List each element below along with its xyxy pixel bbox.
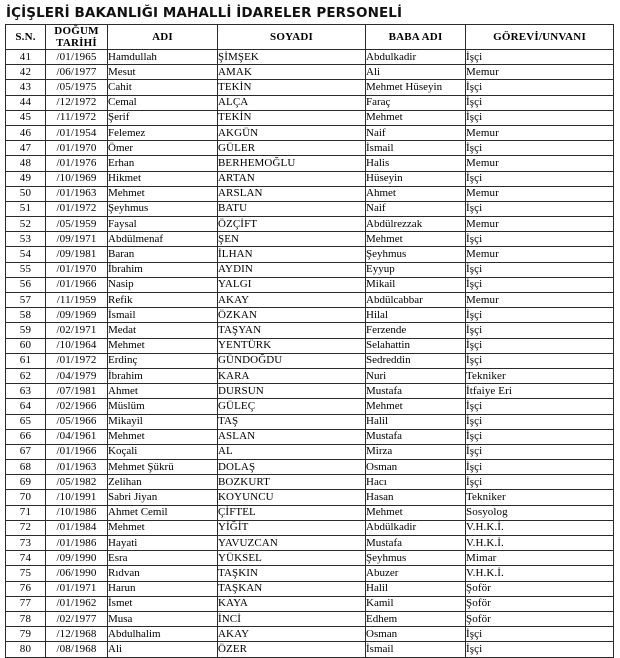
cell-last-name: KARA <box>218 368 366 383</box>
cell-birth-date: /07/1981 <box>46 384 108 399</box>
cell-first-name: Erdinç <box>108 353 218 368</box>
table-row <box>6 490 614 505</box>
cell-first-name: Ahmet Cemil <box>108 505 218 520</box>
cell-last-name: TAŞKAN <box>218 581 366 596</box>
cell-father-name: Halil <box>366 414 466 429</box>
cell-father-name: Mehmet <box>366 232 466 247</box>
cell-job-title: İşçi <box>466 444 614 459</box>
cell-first-name: İbrahim <box>108 368 218 383</box>
table-row <box>6 186 614 201</box>
cell-birth-date: /08/1968 <box>46 642 108 657</box>
cell-last-name: TAŞ <box>218 414 366 429</box>
cell-birth-date: /01/1970 <box>46 141 108 156</box>
cell-first-name: Esra <box>108 551 218 566</box>
cell-first-name: Felemez <box>108 125 218 140</box>
cell-father-name: Hüseyin <box>366 171 466 186</box>
cell-birth-date: /06/1990 <box>46 566 108 581</box>
cell-job-title: İşçi <box>466 171 614 186</box>
table-row <box>6 338 614 353</box>
cell-father-name: Mustafa <box>366 384 466 399</box>
table-row <box>6 277 614 292</box>
table-row <box>6 520 614 535</box>
table-header <box>6 25 614 50</box>
cell-last-name: YAVUZCAN <box>218 536 366 551</box>
cell-first-name: Musa <box>108 611 218 626</box>
cell-job-title: Şoför <box>466 581 614 596</box>
table-row <box>6 414 614 429</box>
cell-father-name: Mikail <box>366 277 466 292</box>
cell-job-title: Sosyolog <box>466 505 614 520</box>
cell-first-name: Nasip <box>108 277 218 292</box>
cell-sn: 62 <box>6 368 46 383</box>
table-row <box>6 323 614 338</box>
cell-last-name: AYDIN <box>218 262 366 277</box>
cell-sn: 47 <box>6 141 46 156</box>
cell-last-name: İLHAN <box>218 247 366 262</box>
cell-father-name: Şeyhmus <box>366 551 466 566</box>
cell-job-title: Memur <box>466 186 614 201</box>
cell-birth-date: /01/1966 <box>46 277 108 292</box>
cell-father-name: Selahattin <box>366 338 466 353</box>
cell-job-title: İşçi <box>466 338 614 353</box>
cell-father-name: Hilal <box>366 308 466 323</box>
table-row <box>6 308 614 323</box>
cell-last-name: ÇİFTEL <box>218 505 366 520</box>
cell-last-name: ÖZER <box>218 642 366 657</box>
cell-father-name: Ferzende <box>366 323 466 338</box>
cell-father-name: Abdülrezzak <box>366 217 466 232</box>
cell-sn: 59 <box>6 323 46 338</box>
table-row <box>6 384 614 399</box>
cell-birth-date: /01/1962 <box>46 596 108 611</box>
cell-last-name: ÖZÇİFT <box>218 217 366 232</box>
cell-sn: 77 <box>6 596 46 611</box>
cell-last-name: AKAY <box>218 627 366 642</box>
cell-father-name: Edhem <box>366 611 466 626</box>
cell-birth-date: /12/1968 <box>46 627 108 642</box>
cell-job-title: Şoför <box>466 596 614 611</box>
cell-job-title: İşçi <box>466 353 614 368</box>
cell-birth-date: /06/1977 <box>46 65 108 80</box>
cell-last-name: AKAY <box>218 293 366 308</box>
cell-father-name: Osman <box>366 627 466 642</box>
cell-job-title: Memur <box>466 125 614 140</box>
cell-father-name: Kamil <box>366 596 466 611</box>
table-row <box>6 50 614 65</box>
cell-job-title: İşçi <box>466 80 614 95</box>
cell-birth-date: /01/1986 <box>46 536 108 551</box>
cell-father-name: Abuzer <box>366 566 466 581</box>
cell-job-title: Memur <box>466 247 614 262</box>
cell-last-name: ŞİMŞEK <box>218 50 366 65</box>
cell-sn: 52 <box>6 217 46 232</box>
table-row <box>6 353 614 368</box>
cell-birth-date: /11/1972 <box>46 110 108 125</box>
cell-first-name: Hamdullah <box>108 50 218 65</box>
cell-job-title: V.H.K.İ. <box>466 536 614 551</box>
cell-job-title: Mimar <box>466 551 614 566</box>
cell-birth-date: /05/1982 <box>46 475 108 490</box>
cell-job-title: Memur <box>466 65 614 80</box>
table-row <box>6 156 614 171</box>
cell-sn: 74 <box>6 551 46 566</box>
cell-birth-date: /09/1969 <box>46 308 108 323</box>
cell-birth-date: /09/1971 <box>46 232 108 247</box>
cell-birth-date: /01/1970 <box>46 262 108 277</box>
table-row <box>6 262 614 277</box>
cell-first-name: Cahit <box>108 80 218 95</box>
table-row <box>6 293 614 308</box>
cell-sn: 67 <box>6 444 46 459</box>
document-page <box>0 5 620 655</box>
cell-first-name: Şeyhmus <box>108 201 218 216</box>
cell-sn: 73 <box>6 536 46 551</box>
personnel-table <box>5 24 614 658</box>
cell-first-name: Cemal <box>108 95 218 110</box>
cell-father-name: Osman <box>366 460 466 475</box>
cell-first-name: Mehmet Şükrü <box>108 460 218 475</box>
column-header-sn: S.N. <box>6 25 46 50</box>
cell-birth-date: /04/1961 <box>46 429 108 444</box>
table-row <box>6 460 614 475</box>
table-row <box>6 536 614 551</box>
cell-job-title: İşçi <box>466 277 614 292</box>
table-row <box>6 171 614 186</box>
table-row <box>6 368 614 383</box>
table-row <box>6 95 614 110</box>
cell-sn: 56 <box>6 277 46 292</box>
cell-first-name: Koçali <box>108 444 218 459</box>
cell-sn: 46 <box>6 125 46 140</box>
cell-sn: 51 <box>6 201 46 216</box>
cell-father-name: Ali <box>366 65 466 80</box>
cell-first-name: Hikmet <box>108 171 218 186</box>
cell-first-name: Medat <box>108 323 218 338</box>
cell-sn: 69 <box>6 475 46 490</box>
cell-last-name: AKGÜN <box>218 125 366 140</box>
cell-birth-date: /09/1990 <box>46 551 108 566</box>
cell-last-name: YİĞİT <box>218 520 366 535</box>
cell-job-title: İşçi <box>466 475 614 490</box>
cell-sn: 76 <box>6 581 46 596</box>
cell-job-title: İtfaiye Eri <box>466 384 614 399</box>
cell-first-name: Baran <box>108 247 218 262</box>
table-row <box>6 110 614 125</box>
column-header-birth-date <box>46 25 108 50</box>
cell-job-title: Şoför <box>466 611 614 626</box>
table-row <box>6 429 614 444</box>
table-row <box>6 596 614 611</box>
cell-father-name: Ahmet <box>366 186 466 201</box>
cell-sn: 43 <box>6 80 46 95</box>
cell-first-name: Müslüm <box>108 399 218 414</box>
cell-first-name: Refik <box>108 293 218 308</box>
cell-birth-date: /01/1971 <box>46 581 108 596</box>
cell-first-name: İbrahim <box>108 262 218 277</box>
cell-first-name: Mesut <box>108 65 218 80</box>
cell-father-name: Naif <box>366 201 466 216</box>
table-row <box>6 444 614 459</box>
cell-last-name: ARSLAN <box>218 186 366 201</box>
table-row <box>6 217 614 232</box>
cell-last-name: AL <box>218 444 366 459</box>
table-row <box>6 80 614 95</box>
cell-job-title: İşçi <box>466 141 614 156</box>
cell-sn: 58 <box>6 308 46 323</box>
cell-birth-date: /01/1965 <box>46 50 108 65</box>
cell-job-title: İşçi <box>466 323 614 338</box>
cell-first-name: Mehmet <box>108 338 218 353</box>
table-body <box>6 50 614 658</box>
cell-father-name: Sedreddin <box>366 353 466 368</box>
cell-last-name: AMAK <box>218 65 366 80</box>
cell-last-name: ARTAN <box>218 171 366 186</box>
cell-job-title: İşçi <box>466 50 614 65</box>
cell-last-name: YÜKSEL <box>218 551 366 566</box>
cell-father-name: Mehmet <box>366 110 466 125</box>
column-header-job-title: GÖREVİ/UNVANI <box>466 25 614 50</box>
cell-sn: 79 <box>6 627 46 642</box>
cell-birth-date: /09/1981 <box>46 247 108 262</box>
cell-first-name: Erhan <box>108 156 218 171</box>
cell-father-name: Abdülcabbar <box>366 293 466 308</box>
cell-sn: 50 <box>6 186 46 201</box>
cell-job-title: İşçi <box>466 627 614 642</box>
table-row <box>6 551 614 566</box>
cell-father-name: Faraç <box>366 95 466 110</box>
cell-birth-date: /10/1969 <box>46 171 108 186</box>
table-row <box>6 201 614 216</box>
table-row <box>6 566 614 581</box>
cell-last-name: TEKİN <box>218 110 366 125</box>
cell-last-name: DURSUN <box>218 384 366 399</box>
cell-sn: 61 <box>6 353 46 368</box>
cell-job-title: İşçi <box>466 460 614 475</box>
cell-job-title: Memur <box>466 293 614 308</box>
cell-birth-date: /10/1986 <box>46 505 108 520</box>
cell-sn: 78 <box>6 611 46 626</box>
cell-job-title: İşçi <box>466 95 614 110</box>
cell-last-name: TEKİN <box>218 80 366 95</box>
cell-birth-date: /02/1966 <box>46 399 108 414</box>
cell-first-name: Mehmet <box>108 520 218 535</box>
cell-sn: 41 <box>6 50 46 65</box>
cell-first-name: Mehmet <box>108 186 218 201</box>
cell-last-name: GÜLER <box>218 141 366 156</box>
cell-last-name: BATU <box>218 201 366 216</box>
cell-birth-date: /10/1991 <box>46 490 108 505</box>
cell-father-name: Hasan <box>366 490 466 505</box>
table-row <box>6 581 614 596</box>
cell-last-name: BOZKURT <box>218 475 366 490</box>
cell-father-name: Mehmet <box>366 505 466 520</box>
cell-father-name: Halil <box>366 581 466 596</box>
cell-father-name: Mirza <box>366 444 466 459</box>
cell-last-name: TAŞYAN <box>218 323 366 338</box>
cell-first-name: Harun <box>108 581 218 596</box>
cell-birth-date: /10/1964 <box>46 338 108 353</box>
cell-sn: 75 <box>6 566 46 581</box>
cell-first-name: Ahmet <box>108 384 218 399</box>
table-row <box>6 611 614 626</box>
cell-job-title: İşçi <box>466 232 614 247</box>
column-header-birth-date-line2: TARİHİ <box>56 37 97 49</box>
cell-first-name: Mikayil <box>108 414 218 429</box>
cell-last-name: GÜNDOĞDU <box>218 353 366 368</box>
cell-first-name: İsmail <box>108 308 218 323</box>
cell-birth-date: /05/1966 <box>46 414 108 429</box>
table-row <box>6 475 614 490</box>
cell-first-name: İsmet <box>108 596 218 611</box>
cell-last-name: ASLAN <box>218 429 366 444</box>
cell-first-name: Ömer <box>108 141 218 156</box>
cell-sn: 54 <box>6 247 46 262</box>
cell-sn: 65 <box>6 414 46 429</box>
cell-sn: 70 <box>6 490 46 505</box>
cell-birth-date: /05/1975 <box>46 80 108 95</box>
cell-first-name: Hayati <box>108 536 218 551</box>
cell-sn: 45 <box>6 110 46 125</box>
cell-sn: 72 <box>6 520 46 535</box>
cell-birth-date: /11/1959 <box>46 293 108 308</box>
column-header-father-name: BABA ADI <box>366 25 466 50</box>
cell-father-name: Abdulkadir <box>366 50 466 65</box>
cell-first-name: Mehmet <box>108 429 218 444</box>
cell-sn: 49 <box>6 171 46 186</box>
cell-birth-date: /01/1972 <box>46 201 108 216</box>
table-row <box>6 232 614 247</box>
cell-job-title: İşçi <box>466 201 614 216</box>
cell-sn: 71 <box>6 505 46 520</box>
cell-job-title: İşçi <box>466 262 614 277</box>
cell-first-name: Şerif <box>108 110 218 125</box>
table-row <box>6 65 614 80</box>
cell-sn: 57 <box>6 293 46 308</box>
cell-last-name: KAYA <box>218 596 366 611</box>
cell-job-title: İşçi <box>466 429 614 444</box>
cell-birth-date: /01/1963 <box>46 186 108 201</box>
cell-last-name: DOLAŞ <box>218 460 366 475</box>
cell-birth-date: /01/1963 <box>46 460 108 475</box>
cell-last-name: ÖZKAN <box>218 308 366 323</box>
cell-first-name: Sabri Jiyan <box>108 490 218 505</box>
cell-father-name: Mustafa <box>366 536 466 551</box>
cell-father-name: Mustafa <box>366 429 466 444</box>
cell-job-title: Tekniker <box>466 490 614 505</box>
cell-father-name: Naif <box>366 125 466 140</box>
table-row <box>6 247 614 262</box>
cell-job-title: İşçi <box>466 399 614 414</box>
cell-job-title: V.H.K.İ. <box>466 520 614 535</box>
column-header-last-name: SOYADI <box>218 25 366 50</box>
cell-father-name: Mehmet Hüseyin <box>366 80 466 95</box>
cell-first-name: Ali <box>108 642 218 657</box>
cell-last-name: YALGI <box>218 277 366 292</box>
cell-birth-date: /02/1971 <box>46 323 108 338</box>
cell-sn: 60 <box>6 338 46 353</box>
cell-father-name: Halis <box>366 156 466 171</box>
cell-birth-date: /01/1954 <box>46 125 108 140</box>
cell-sn: 53 <box>6 232 46 247</box>
cell-first-name: Abdülmenaf <box>108 232 218 247</box>
cell-father-name: Nuri <box>366 368 466 383</box>
cell-sn: 55 <box>6 262 46 277</box>
table-row <box>6 505 614 520</box>
cell-first-name: Rıdvan <box>108 566 218 581</box>
table-row <box>6 399 614 414</box>
cell-last-name: GÜLEÇ <box>218 399 366 414</box>
cell-last-name: TAŞKIN <box>218 566 366 581</box>
cell-father-name: Mehmet <box>366 399 466 414</box>
cell-birth-date: /01/1966 <box>46 444 108 459</box>
cell-father-name: İsmail <box>366 642 466 657</box>
cell-job-title: İşçi <box>466 110 614 125</box>
page-title: İÇİŞLERİ BAKANLIĞI MAHALLİ İDARELER PERSONELİ <box>6 5 403 21</box>
cell-last-name: KOYUNCU <box>218 490 366 505</box>
cell-birth-date: /01/1972 <box>46 353 108 368</box>
cell-birth-date: /01/1976 <box>46 156 108 171</box>
table-row <box>6 627 614 642</box>
cell-birth-date: /12/1972 <box>46 95 108 110</box>
cell-first-name: Abdulhalim <box>108 627 218 642</box>
cell-sn: 48 <box>6 156 46 171</box>
cell-father-name: Hacı <box>366 475 466 490</box>
cell-job-title: Memur <box>466 217 614 232</box>
cell-last-name: İNCİ <box>218 611 366 626</box>
cell-sn: 66 <box>6 429 46 444</box>
cell-job-title: İşçi <box>466 414 614 429</box>
cell-birth-date: /02/1977 <box>46 611 108 626</box>
table-row <box>6 125 614 140</box>
column-header-birth-date-line1: DOĞUM <box>54 25 99 37</box>
cell-birth-date: /05/1959 <box>46 217 108 232</box>
cell-sn: 80 <box>6 642 46 657</box>
cell-last-name: ALÇA <box>218 95 366 110</box>
cell-father-name: İsmail <box>366 141 466 156</box>
cell-last-name: BERHEMOĞLU <box>218 156 366 171</box>
cell-job-title: İşçi <box>466 642 614 657</box>
table-row <box>6 642 614 657</box>
cell-job-title: Tekniker <box>466 368 614 383</box>
cell-first-name: Faysal <box>108 217 218 232</box>
cell-sn: 63 <box>6 384 46 399</box>
cell-father-name: Eyyup <box>366 262 466 277</box>
column-header-first-name: ADI <box>108 25 218 50</box>
cell-last-name: YENTÜRK <box>218 338 366 353</box>
cell-job-title: İşçi <box>466 308 614 323</box>
table-header-row <box>6 25 614 50</box>
cell-father-name: Şeyhmus <box>366 247 466 262</box>
cell-sn: 68 <box>6 460 46 475</box>
cell-first-name: Zelihan <box>108 475 218 490</box>
cell-birth-date: /04/1979 <box>46 368 108 383</box>
cell-father-name: Abdülkadir <box>366 520 466 535</box>
cell-job-title: V.H.K.İ. <box>466 566 614 581</box>
cell-last-name: ŞEN <box>218 232 366 247</box>
table-row <box>6 141 614 156</box>
cell-job-title: Memur <box>466 156 614 171</box>
cell-sn: 44 <box>6 95 46 110</box>
cell-sn: 42 <box>6 65 46 80</box>
cell-birth-date: /01/1984 <box>46 520 108 535</box>
cell-sn: 64 <box>6 399 46 414</box>
